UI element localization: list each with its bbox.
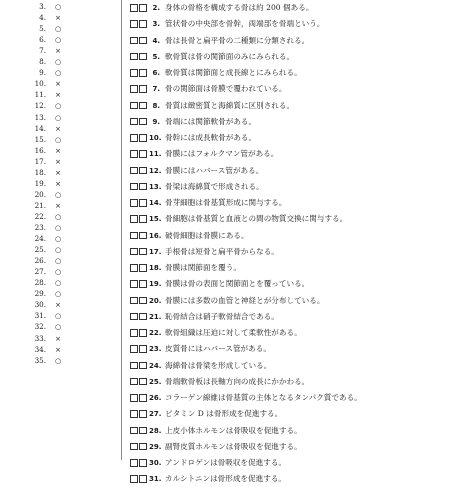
- answer-row: [0, 12, 90, 23]
- answer-number: 23.: [34, 223, 46, 232]
- answer-number: 25.: [34, 245, 46, 255]
- check-box[interactable]: [130, 459, 138, 467]
- check-box[interactable]: [139, 410, 147, 418]
- check-box[interactable]: [139, 280, 147, 288]
- answer-number: 7.: [39, 46, 46, 56]
- question-row: [130, 163, 450, 179]
- answer-number: 4.: [39, 13, 46, 23]
- check-box[interactable]: [139, 378, 147, 386]
- answer-row: [0, 321, 90, 332]
- answer-number: 29.: [34, 289, 46, 299]
- question-row: [130, 358, 450, 374]
- check-box[interactable]: [130, 53, 138, 61]
- answer-row: [0, 45, 90, 56]
- answer-number: 8.: [39, 57, 46, 67]
- answer-mark: ×: [55, 79, 62, 89]
- question-text: 骨芽細胞は骨基質形成に関与する。: [165, 198, 287, 207]
- question-number: 8.: [152, 101, 160, 110]
- question-number: 2.: [152, 4, 160, 12]
- check-box[interactable]: [139, 102, 147, 110]
- answer-number: 21.: [34, 200, 46, 210]
- check-box[interactable]: [139, 427, 147, 435]
- answer-number: 28.: [34, 278, 46, 288]
- check-box[interactable]: [130, 232, 138, 240]
- check-box[interactable]: [139, 134, 147, 142]
- question-text: 骨細胞は骨基質と血液との間の物質交換に関与する。: [165, 214, 348, 224]
- question-number: 4.: [152, 36, 160, 45]
- question-number: 31.: [149, 475, 162, 484]
- question-row: [130, 293, 450, 309]
- check-box[interactable]: [139, 232, 147, 240]
- question-row: [130, 406, 450, 422]
- question-row: [130, 16, 450, 32]
- question-row: [130, 309, 450, 325]
- question-text: 副腎皮質ホルモンは骨吸収を促進する。: [165, 441, 302, 451]
- check-box[interactable]: [130, 297, 138, 305]
- question-row: [130, 276, 450, 292]
- question-number: 14.: [149, 199, 162, 207]
- answer-row: [0, 123, 90, 134]
- answer-mark: ○: [55, 234, 62, 244]
- question-text: 骨梁は海綿質で形成される。: [165, 181, 264, 191]
- answer-row: [0, 67, 90, 78]
- answer-row: [0, 233, 90, 244]
- question-text: 軟骨質は関節面と成長線とにみられる。: [165, 68, 302, 77]
- answer-mark: ○: [55, 278, 62, 288]
- check-box[interactable]: [139, 150, 147, 158]
- answer-row: [0, 178, 90, 189]
- answer-mark: ○: [55, 24, 62, 34]
- check-box[interactable]: [139, 264, 147, 272]
- question-number: 6.: [152, 69, 160, 77]
- question-text: 恥骨結合は硝子軟骨結合である。: [165, 311, 279, 321]
- question-number: 28.: [149, 426, 162, 435]
- answer-mark: ○: [55, 311, 62, 321]
- answer-number: 18.: [34, 167, 46, 177]
- answer-row: [0, 112, 90, 123]
- question-number: 21.: [149, 312, 162, 321]
- answer-row: [0, 167, 90, 178]
- check-box[interactable]: [139, 53, 147, 61]
- check-box[interactable]: [130, 443, 138, 451]
- answer-mark: ○: [55, 189, 62, 199]
- answer-row: [0, 355, 90, 366]
- check-box[interactable]: [139, 199, 147, 207]
- answer-row: [0, 34, 90, 45]
- answer-number: 20.: [34, 189, 46, 199]
- question-text: 骨端には関節軟骨がある。: [165, 116, 257, 126]
- answer-mark: ×: [55, 46, 62, 56]
- question-text: 手根骨は短骨と扁平骨からなる。: [165, 246, 279, 256]
- question-number: 30.: [149, 459, 162, 467]
- question-number: 7.: [152, 85, 160, 94]
- question-text: コラーゲン線維は骨基質の主体となるタンパク質である。: [165, 393, 362, 402]
- check-box[interactable]: [130, 85, 138, 93]
- question-row: [130, 98, 450, 114]
- answer-row: [0, 310, 90, 321]
- question-text: ビタミン D は骨形成を促進する。: [165, 409, 283, 419]
- question-text: 海綿骨は骨梁を形成している。: [165, 360, 272, 370]
- question-row: [130, 260, 450, 276]
- question-number: 27.: [149, 410, 162, 419]
- answer-mark: ○: [55, 245, 62, 255]
- check-box[interactable]: [139, 297, 147, 305]
- check-box[interactable]: [139, 394, 147, 402]
- answer-number: 34.: [34, 344, 46, 354]
- question-row: [130, 228, 450, 244]
- question-number: 26.: [149, 394, 162, 402]
- check-box[interactable]: [139, 37, 147, 45]
- question-row: [130, 244, 450, 260]
- check-box[interactable]: [139, 20, 147, 28]
- check-box[interactable]: [139, 183, 147, 191]
- answer-mark: ×: [55, 178, 62, 188]
- answer-number: 3.: [39, 2, 46, 11]
- question-number: 29.: [149, 442, 162, 451]
- answer-mark: ×: [55, 156, 62, 166]
- question-number: 13.: [149, 182, 162, 191]
- check-box[interactable]: [130, 264, 138, 272]
- answer-row: [0, 156, 90, 167]
- check-box[interactable]: [130, 20, 138, 28]
- column-divider: [121, 0, 122, 460]
- question-row: [130, 455, 450, 471]
- answer-number: 9.: [39, 68, 46, 78]
- check-box[interactable]: [130, 134, 138, 142]
- answer-mark: ×: [55, 90, 62, 100]
- question-row: [130, 114, 450, 130]
- answer-row: [0, 244, 90, 255]
- answer-number: 31.: [34, 311, 46, 321]
- answer-mark: ×: [55, 123, 62, 133]
- question-number: 22.: [149, 329, 162, 337]
- answer-row: [0, 56, 90, 67]
- check-box[interactable]: [139, 69, 147, 77]
- question-row: [130, 374, 450, 390]
- check-box[interactable]: [139, 118, 147, 126]
- answer-number: 19.: [34, 178, 46, 188]
- question-number: 11.: [149, 150, 162, 159]
- check-box[interactable]: [139, 362, 147, 370]
- answer-row: [0, 189, 90, 200]
- question-text: 皮質骨にはハバース管がある。: [165, 344, 271, 354]
- check-box[interactable]: [139, 313, 147, 321]
- check-box[interactable]: [139, 329, 147, 337]
- question-row: [130, 49, 450, 65]
- question-text: 骨膜にはハバース管がある。: [165, 165, 264, 175]
- answer-mark: ×: [55, 13, 62, 23]
- question-text: 管状骨の中央部を骨幹，両端部を骨端という。: [165, 19, 325, 29]
- check-box[interactable]: [130, 37, 138, 45]
- question-number: 19.: [149, 280, 162, 289]
- question-row: [130, 146, 450, 162]
- answer-mark: ○: [55, 223, 62, 232]
- check-box[interactable]: [130, 427, 138, 435]
- answer-row: [0, 200, 90, 211]
- answer-mark: ×: [55, 145, 62, 155]
- answer-row: [0, 277, 90, 288]
- question-text: 上皮小体ホルモンは骨吸収を促進する。: [165, 425, 302, 435]
- answer-row: [0, 145, 90, 156]
- question-text: 骨の関節面は骨膜で覆われている。: [165, 84, 287, 94]
- check-box[interactable]: [139, 248, 147, 256]
- answer-row: [0, 134, 90, 145]
- check-box[interactable]: [130, 4, 138, 12]
- question-number: 20.: [149, 296, 162, 305]
- answer-number: 10.: [34, 79, 46, 89]
- answer-number: 12.: [34, 101, 46, 111]
- question-number: 16.: [149, 231, 162, 240]
- answer-row: [0, 222, 90, 233]
- answer-row: [0, 255, 90, 266]
- check-box[interactable]: [139, 215, 147, 223]
- check-box[interactable]: [130, 118, 138, 126]
- answer-mark: ○: [55, 35, 62, 45]
- question-text: 骨膜は関節面を覆う。: [165, 263, 241, 272]
- check-box[interactable]: [139, 167, 147, 175]
- answer-mark: ○: [55, 289, 62, 299]
- question-number: 23.: [149, 345, 162, 354]
- question-number: 10.: [149, 134, 162, 142]
- check-box[interactable]: [130, 167, 138, 175]
- answer-mark: ○: [55, 68, 62, 78]
- answer-number: 16.: [34, 145, 46, 155]
- question-text: 骨質は緻密質と海綿質に区別される。: [165, 100, 295, 110]
- question-text: 骨幹には成長軟骨がある。: [165, 133, 257, 142]
- check-box[interactable]: [130, 362, 138, 370]
- question-number: 3.: [152, 20, 160, 29]
- question-number: 25.: [149, 377, 162, 386]
- question-row: [130, 33, 450, 49]
- answer-row: [0, 89, 90, 100]
- check-box[interactable]: [139, 475, 147, 483]
- check-box[interactable]: [130, 410, 138, 418]
- answer-mark: ○: [55, 267, 62, 277]
- check-box[interactable]: [139, 443, 147, 451]
- answer-number: 33.: [34, 333, 46, 343]
- check-box[interactable]: [130, 280, 138, 288]
- question-row: [130, 439, 450, 455]
- question-row: [130, 179, 450, 195]
- answer-number: 32.: [34, 322, 46, 332]
- question-row: [130, 130, 450, 146]
- check-box[interactable]: [130, 475, 138, 483]
- check-box[interactable]: [130, 215, 138, 223]
- answer-number: 35.: [34, 355, 46, 365]
- question-number: 15.: [149, 215, 162, 224]
- answer-number: 22.: [34, 211, 46, 221]
- answer-number: 13.: [34, 112, 46, 122]
- check-box[interactable]: [130, 69, 138, 77]
- question-number: 18.: [149, 264, 162, 272]
- question-text: 骨は長骨と扁平骨の二種類に分類される。: [165, 35, 310, 45]
- check-box[interactable]: [130, 199, 138, 207]
- question-row: [130, 471, 450, 487]
- question-row: [130, 325, 450, 341]
- check-box[interactable]: [139, 345, 147, 353]
- answer-mark: ×: [55, 333, 62, 343]
- check-box[interactable]: [130, 313, 138, 321]
- answer-number: 27.: [34, 267, 46, 277]
- question-number: 5.: [152, 52, 160, 61]
- answer-mark: ○: [55, 322, 62, 332]
- check-box[interactable]: [130, 329, 138, 337]
- answer-number: 17.: [34, 156, 46, 166]
- check-box[interactable]: [130, 394, 138, 402]
- answer-row: [0, 299, 90, 310]
- question-text: 軟骨質は骨の関節面のみにみられる。: [165, 51, 295, 61]
- question-text: 身体の骨格を構成する骨は約 200 個ある。: [165, 3, 314, 12]
- answer-mark: ○: [55, 134, 62, 144]
- answer-key-column: [0, 0, 90, 460]
- question-text: カルシトニンは骨形成を促進する。: [165, 474, 287, 484]
- answer-row: [0, 266, 90, 277]
- question-text: 骨膜には多数の血管と神経とが分布している。: [165, 295, 325, 305]
- answer-mark: ○: [55, 57, 62, 67]
- answer-row: [0, 78, 90, 89]
- answer-number: 5.: [39, 24, 46, 34]
- check-box[interactable]: [130, 102, 138, 110]
- answer-mark: ○: [55, 211, 62, 221]
- question-row: [130, 211, 450, 227]
- answer-mark: ○: [55, 355, 62, 365]
- answer-mark: ×: [55, 167, 62, 177]
- question-text: 骨端軟骨板は長軸方向の成長にかかわる。: [165, 376, 310, 386]
- question-row: [130, 423, 450, 439]
- question-text: 破骨細胞は骨膜にある。: [165, 230, 249, 240]
- answer-number: 30.: [34, 300, 46, 310]
- answer-number: 6.: [39, 35, 46, 45]
- answer-number: 14.: [34, 123, 46, 133]
- answer-number: 11.: [34, 90, 46, 100]
- check-box[interactable]: [130, 183, 138, 191]
- check-box[interactable]: [130, 150, 138, 158]
- answer-mark: ○: [55, 101, 62, 111]
- answer-mark: ×: [55, 200, 62, 210]
- answer-mark: ○: [55, 256, 62, 266]
- answer-mark: ○: [55, 112, 62, 122]
- answer-row: [0, 333, 90, 344]
- check-box[interactable]: [130, 378, 138, 386]
- check-box[interactable]: [130, 345, 138, 353]
- answer-number: 15.: [34, 134, 46, 144]
- question-number: 17.: [149, 247, 162, 256]
- answer-mark: ○: [55, 2, 62, 11]
- question-row: [130, 195, 450, 211]
- check-box[interactable]: [139, 4, 147, 12]
- check-box[interactable]: [130, 248, 138, 256]
- question-text: 骨膜は骨の表面と関節面とを覆っている。: [165, 279, 310, 289]
- question-text: 骨膜にはフォルクマン管がある。: [165, 149, 279, 159]
- question-row: [130, 65, 450, 81]
- answer-row: [0, 288, 90, 299]
- answer-row: [0, 1, 90, 12]
- check-box[interactable]: [139, 85, 147, 93]
- answer-mark: ×: [55, 344, 62, 354]
- question-row: [130, 390, 450, 406]
- question-text: アンドロゲンは骨吸収を促進する。: [165, 458, 287, 467]
- question-number: 9.: [152, 117, 160, 126]
- answer-row: [0, 23, 90, 34]
- question-number: 12.: [149, 166, 162, 175]
- question-row: [130, 81, 450, 97]
- answer-mark: ×: [55, 300, 62, 310]
- answer-number: 26.: [34, 256, 46, 266]
- answer-row: [0, 100, 90, 111]
- check-box[interactable]: [139, 459, 147, 467]
- answer-number: 24.: [34, 234, 46, 244]
- question-row: [130, 0, 450, 16]
- answer-row: [0, 344, 90, 355]
- question-row: [130, 341, 450, 357]
- answer-row: [0, 211, 90, 222]
- question-number: 24.: [149, 361, 162, 370]
- question-text: 軟骨組織は圧迫に対して柔軟性がある。: [165, 328, 302, 337]
